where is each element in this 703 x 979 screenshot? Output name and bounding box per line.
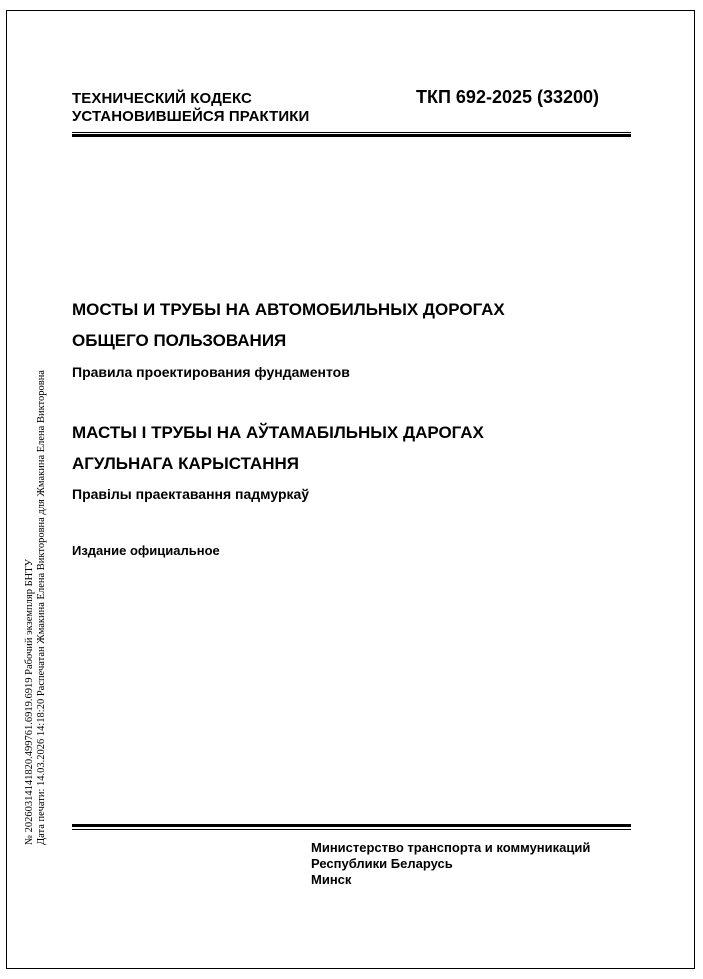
title-belarusian-line2: АГУЛЬНАГА КАРЫСТАННЯ — [72, 454, 299, 473]
print-stamp-line2: Дата печати: 14.03.2026 14:18:20 Распечатан Жмакина Елена Викторовна для Жмакина Елена Викторовна — [36, 370, 47, 845]
publisher-line2: Республики Беларусь — [311, 856, 453, 871]
footer-rule-thin — [72, 829, 631, 830]
title-russian-line2: ОБЩЕГО ПОЛЬЗОВАНИЯ — [72, 331, 287, 350]
document-number: ТКП 692-2025 (33200) — [416, 87, 600, 107]
edition-label: Издание официальное — [72, 543, 220, 558]
subtitle-belarusian: Правілы праектавання падмуркаў — [72, 486, 310, 502]
footer-rule-thick — [72, 824, 631, 827]
document-type-line1: ТЕХНИЧЕСКИЙ КОДЕКС — [72, 90, 252, 107]
subtitle-russian: Правила проектирования фундаментов — [72, 364, 350, 380]
document-type-line2: УСТАНОВИВШЕЙСЯ ПРАКТИКИ — [72, 108, 310, 125]
header-rule-thick — [72, 134, 631, 137]
title-belarusian-line1: МАСТЫ І ТРУБЫ НА АЎТАМАБІЛЬНЫХ ДАРОГАХ — [72, 423, 484, 442]
title-russian-line1: МОСТЫ И ТРУБЫ НА АВТОМОБИЛЬНЫХ ДОРОГАХ — [72, 300, 505, 319]
print-stamp — [24, 370, 48, 845]
print-stamp-line1: № 20260314141820.499761.6919.6919 Рабочий экземпляр БНТУ — [24, 558, 35, 845]
header-rule-thin — [72, 132, 631, 133]
publisher-line1: Министерство транспорта и коммуникаций — [311, 840, 591, 855]
document-type — [72, 90, 309, 126]
publisher-city: Минск — [311, 872, 352, 887]
publisher — [311, 840, 590, 888]
